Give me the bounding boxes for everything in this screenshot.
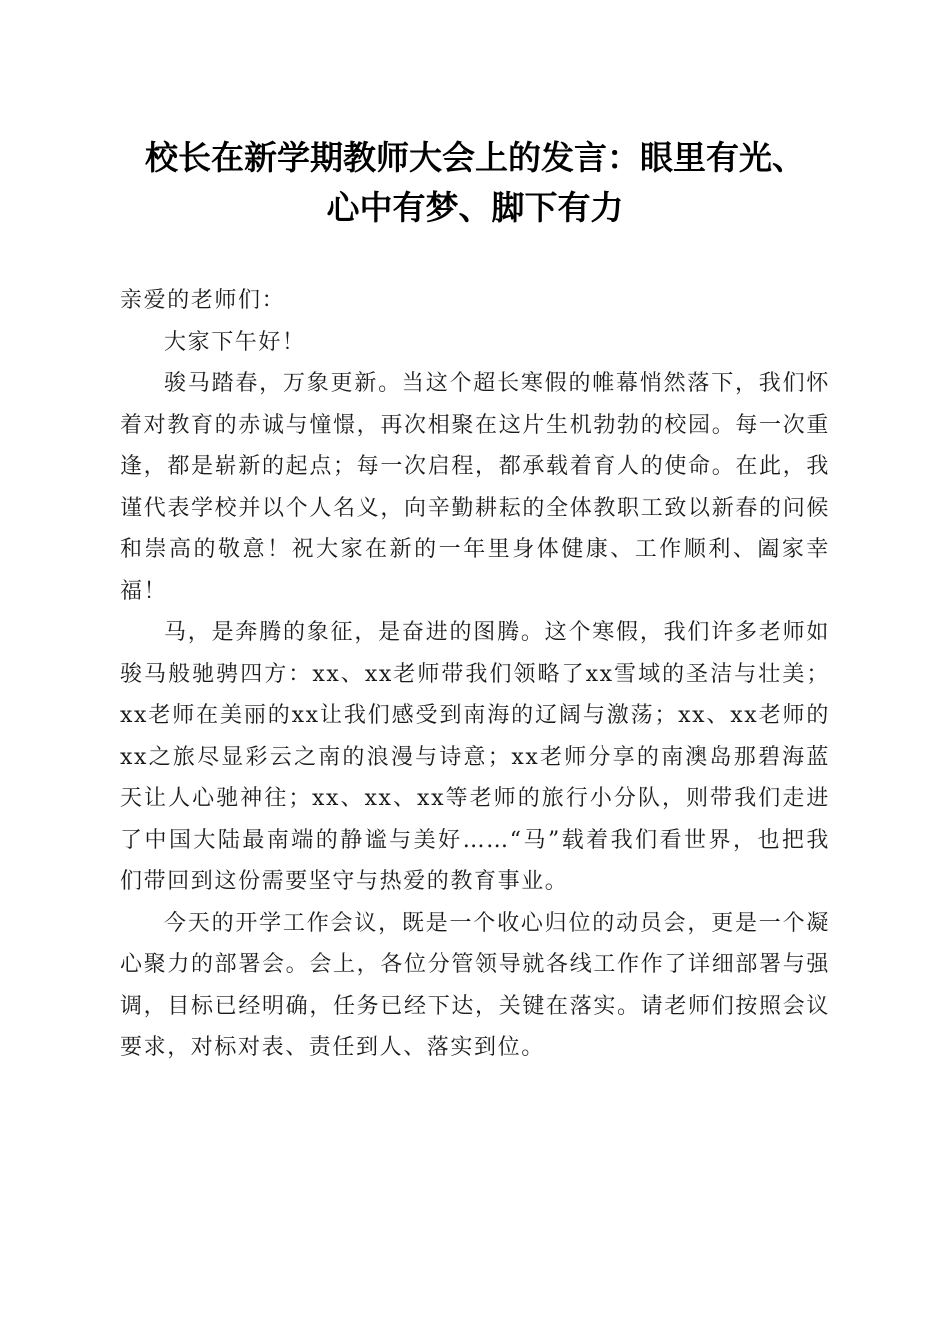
title-line-1: 校长在新学期教师大会上的发言：眼里有光、 — [145, 138, 805, 177]
document-title — [95, 133, 855, 233]
title-line-2: 心中有梦、脚下有力 — [326, 188, 624, 227]
paragraph-opening: 骏马踏春，万象更新。当这个超长寒假的帷幕悄然落下，我们怀着对教育的赤诚与憧憬，再次相聚在这片生机勃勃的校园。每一次重逢，都是崭新的起点；每一次启程，都承载着育人的使命。在此，我谨代表学校并以个人名义，向辛勤耕耘的全体教职工致以新春的问候和崇高的敬意！祝大家在新的一年里身体健康、工作顺利、阖家幸福！ — [120, 371, 830, 604]
salutation: 亲爱的老师们： — [120, 288, 286, 313]
greeting: 大家下午好！ — [164, 329, 306, 355]
paragraph-horse: 马，是奔腾的象征，是奋进的图腾。这个寒假，我们许多老师如骏马般驰骋四方：xx、xx老师带我们领略了xx雪域的圣洁与壮美；xx老师在美丽的xx让我们感受到南海的辽阔与激荡；xx、xx老师的xx之旅尽显彩云之南的浪漫与诗意；xx老师分享的南澳岛那碧海蓝天让人心驰神往；xx、xx、xx等老师的旅行小分队，则带我们走进了中国大陆最南端的静谧与美好……“马”载着我们看世界，也把我们带回到这份需要坚守与热爱的教育事业。 — [120, 620, 830, 894]
paragraph-meeting: 今天的开学工作会议，既是一个收心归位的动员会，更是一个凝心聚力的部署会。会上，各位分管领导就各线工作作了详细部署与强调，目标已经明确，任务已经下达，关键在落实。请老师们按照会议要求，对标对表、责任到人、落实到位。 — [120, 910, 830, 1060]
document-body — [120, 280, 830, 1069]
